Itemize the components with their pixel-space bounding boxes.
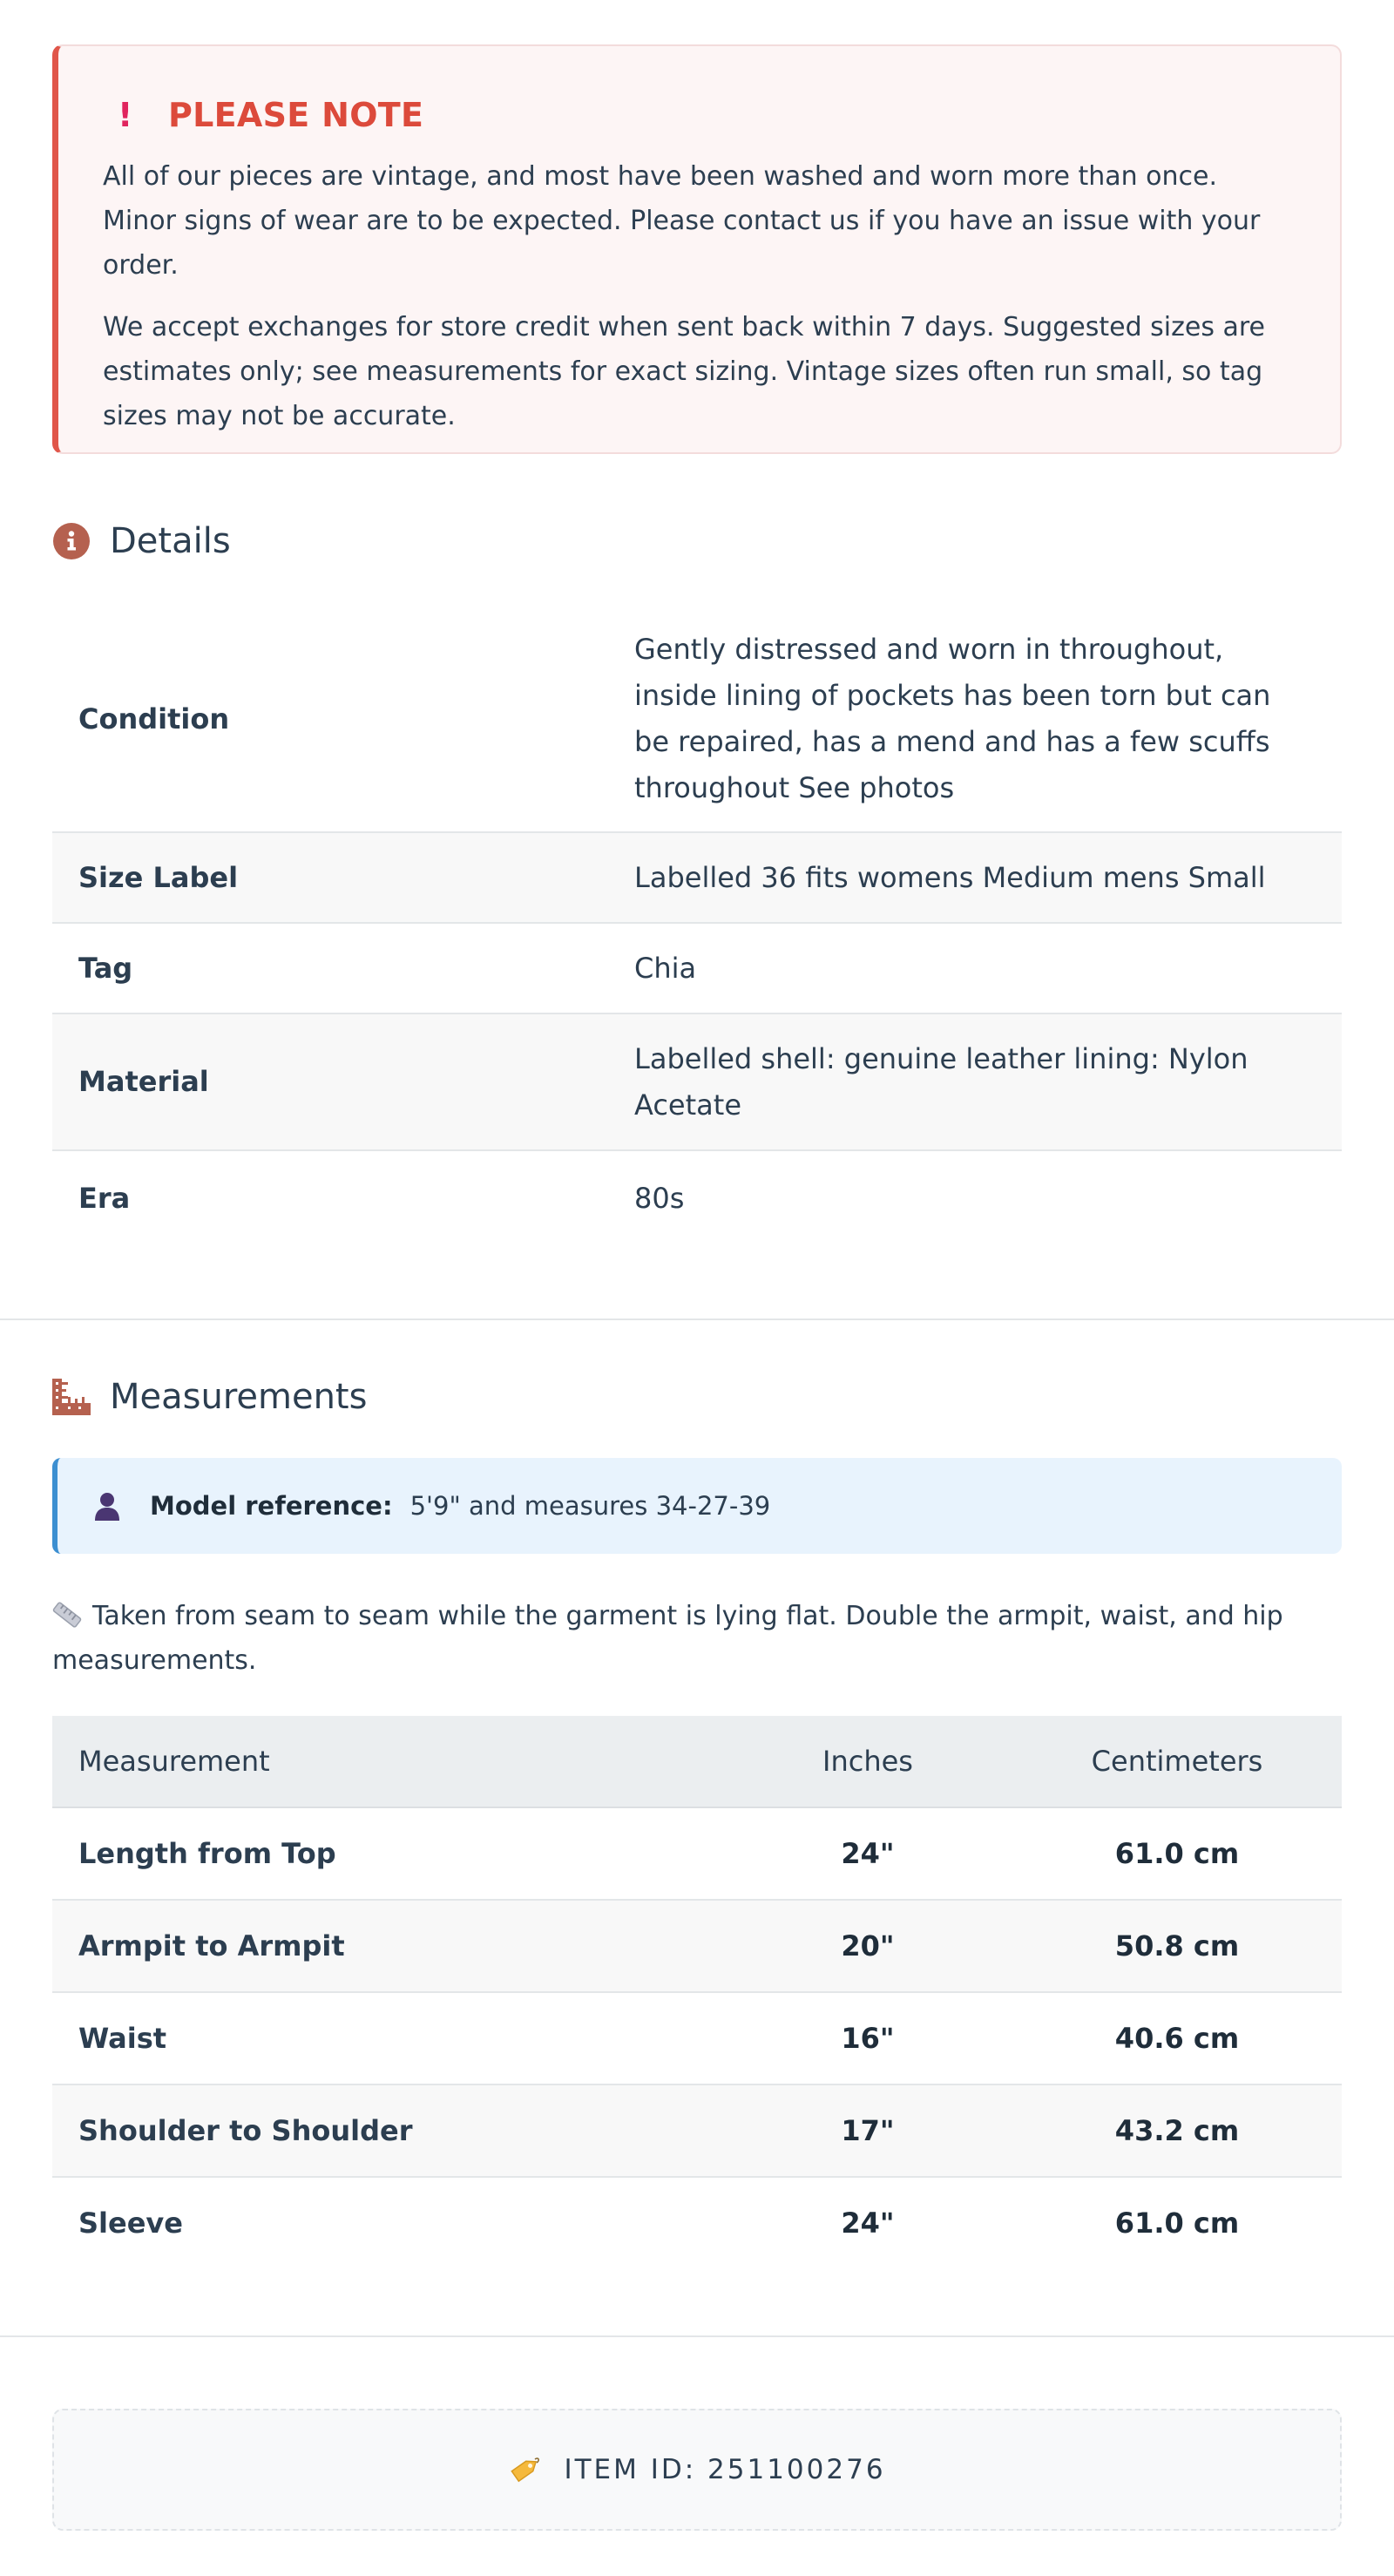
table-row	[52, 1900, 1342, 1992]
measurement-cm: 61.0 cm	[1114, 2207, 1240, 2240]
notice-header	[103, 94, 1296, 136]
notice-box	[52, 44, 1342, 454]
notice-paragraph: We accept exchanges for store credit when sent back within 7 days. Suggested sizes are estimates only; see measurements for exact sizing. Vintage sizes often run small, so tag sizes may not be accurate.	[103, 312, 1266, 431]
details-value: 80s	[634, 1182, 685, 1215]
measurement-inches: 17"	[723, 2085, 1012, 2177]
details-row	[52, 607, 1342, 832]
measurement-table-wrap	[52, 1716, 1342, 2268]
item-id-text: ITEM ID: 251100276	[564, 2454, 886, 2485]
measurement-inches: 24"	[723, 1807, 1012, 1900]
model-reference	[52, 1458, 1342, 1554]
ruler-icon	[52, 1597, 82, 1624]
measurements-heading	[52, 1371, 1342, 1423]
measurement-inches: 20"	[723, 1900, 1012, 1992]
item-id-box	[52, 2409, 1342, 2531]
measurement-cm: 61.0 cm	[1012, 1807, 1342, 1900]
table-row	[52, 2177, 1342, 2268]
exclamation-icon: !	[118, 96, 133, 134]
column-header-centimeters: Centimeters	[1012, 1716, 1342, 1807]
measurement-name: Sleeve	[78, 2207, 183, 2240]
info-circle-icon	[52, 522, 91, 560]
notice-paragraph: All of our pieces are vintage, and most have been washed and worn more than once. Minor signs of wear are to be expected. Please contact us if you have an issue with your order.	[103, 161, 1261, 281]
measurement-name: Waist	[52, 1992, 723, 2085]
measurement-note	[52, 1594, 1342, 1683]
measurement-name: Shoulder to Shoulder	[52, 2085, 723, 2177]
details-table-wrap	[52, 607, 1342, 1246]
details-row	[52, 832, 1342, 923]
details-heading	[52, 515, 1342, 567]
details-label: Tag	[52, 923, 633, 1013]
table-row	[52, 2085, 1342, 2177]
table-row	[52, 1807, 1342, 1900]
measurement-name: Length from Top	[52, 1807, 723, 1900]
model-reference-text: 5'9" and measures 34-27-39	[409, 1491, 771, 1521]
details-row	[52, 1013, 1342, 1150]
column-header-measurement: Measurement	[52, 1716, 723, 1807]
measurement-table	[52, 1716, 1342, 2268]
column-header-inches: Inches	[723, 1716, 1012, 1807]
section-divider	[0, 2335, 1394, 2337]
details-row	[52, 1150, 1342, 1246]
measurement-header-row	[52, 1716, 1342, 1807]
measurement-cm: 40.6 cm	[1012, 1992, 1342, 2085]
measurement-note-text: Taken from seam to seam while the garment is lying flat. Double the armpit, waist, and hip measurements.	[52, 1601, 1283, 1676]
measurement-cm: 50.8 cm	[1012, 1900, 1342, 1992]
details-value: Chia	[633, 923, 1342, 1013]
details-value: Labelled shell: genuine leather lining: Nylon Acetate	[633, 1013, 1342, 1150]
details-title: Details	[110, 521, 231, 561]
details-label: Material	[52, 1013, 633, 1150]
person-icon	[92, 1491, 122, 1521]
details-value: Gently distressed and worn in throughout, inside lining of pockets has been torn but can be repaired, has a mend and has a few scuffs throughout See photos	[633, 607, 1342, 832]
table-row	[52, 1992, 1342, 2085]
measurements-title: Measurements	[110, 1377, 368, 1417]
model-reference-label: Model reference:	[150, 1491, 393, 1521]
ruler-icon	[52, 1378, 91, 1416]
details-label: Era	[78, 1182, 131, 1215]
details-value: Labelled 36 fits womens Medium mens Small	[633, 832, 1342, 923]
tag-icon	[508, 2453, 541, 2486]
measurement-name: Armpit to Armpit	[52, 1900, 723, 1992]
notice-title: PLEASE NOTE	[168, 96, 424, 134]
details-row	[52, 923, 1342, 1013]
details-label: Size Label	[52, 832, 633, 923]
section-divider	[0, 1319, 1394, 1320]
measurement-inches: 16"	[723, 1992, 1012, 2085]
measurement-inches: 24"	[841, 2207, 895, 2240]
measurement-cm: 43.2 cm	[1012, 2085, 1342, 2177]
details-table	[52, 607, 1342, 1246]
details-label: Condition	[52, 607, 633, 832]
